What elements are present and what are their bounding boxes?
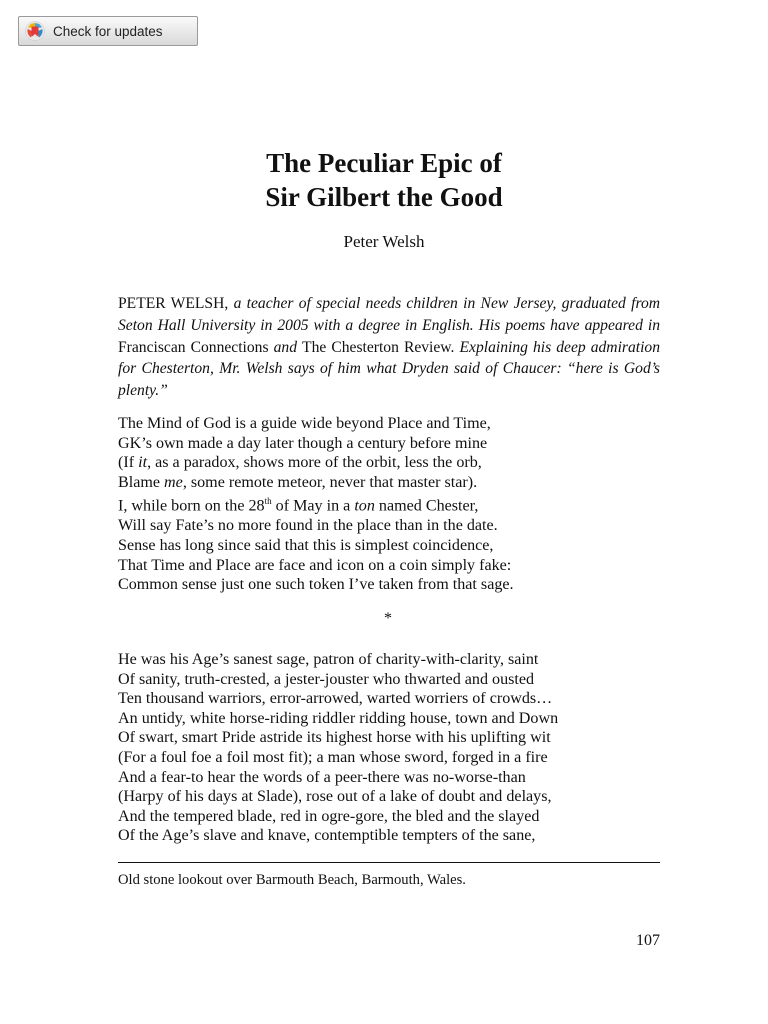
poem-line: An untidy, white horse-riding riddler ridding house, town and Down <box>118 709 559 727</box>
poem-line: The Mind of God is a guide wide beyond Place and Time, <box>118 415 491 432</box>
author-bio <box>118 293 660 402</box>
poem-line: (Harpy of his days at Slade), rose out of a lake of doubt and delays, <box>118 788 552 806</box>
poem-line: Blame me, some remote meteor, never that master star). <box>118 473 478 491</box>
check-for-updates-button[interactable] <box>18 16 198 46</box>
poem-line: I, while born on the 28th of May in a ton named Chester, <box>118 496 479 515</box>
poem-line: Ten thousand warriors, error-arrowed, warted worriers of crowds… <box>118 690 553 708</box>
title-line-1: The Peculiar Epic of <box>266 148 502 178</box>
page-number: 107 <box>636 932 660 949</box>
bio-publication-2: The Chesterton Review. <box>302 338 455 356</box>
check-for-updates-icon <box>25 21 45 41</box>
image-caption: Old stone lookout over Barmouth Beach, Barmouth, Wales. <box>118 872 466 888</box>
poem-line: And the tempered blade, red in ogre-gore, the bled and the slayed <box>118 807 540 825</box>
poem-line: Of sanity, truth-crested, a jester-jouster who thwarted and ousted <box>118 670 535 688</box>
poem-line: And a fear-to hear the words of a peer-there was no-worse-than <box>118 768 526 786</box>
poem-stanza-1 <box>118 414 678 595</box>
poem-line: Of swart, smart Pride astride its highest horse with his uplifting wit <box>118 729 551 747</box>
poem-line: He was his Age’s sanest sage, patron of charity-with-clarity, saint <box>118 651 539 668</box>
footnote-divider <box>118 862 660 863</box>
poem-line: (If it, as a paradox, shows more of the orbit, less the orb, <box>118 454 482 472</box>
poem-line: Sense has long since said that this is simplest coincidence, <box>118 536 494 554</box>
section-separator: * <box>384 610 392 627</box>
poem-stanza-2 <box>118 650 678 846</box>
bio-text-2: Explaining his deep admiration for Chesterton, Mr. Welsh says of him what Dryden said of Chaucer: “here is God’s plenty.” <box>118 338 661 400</box>
check-for-updates-label: Check for updates <box>53 23 163 39</box>
bio-name: PETER WELSH, <box>118 295 229 312</box>
author-name: Peter Welsh <box>343 232 425 251</box>
poem-line: GK’s own made a day later though a century before mine <box>118 434 488 452</box>
bio-and: and <box>268 338 303 356</box>
poem-line: That Time and Place are face and icon on a coin simply fake: <box>118 556 512 574</box>
title-line-2: Sir Gilbert the Good <box>265 182 503 212</box>
poem-line: Common sense just one such token I’ve taken from that sage. <box>118 576 514 594</box>
poem-line: (For a foul foe a foil most fit); a man whose sword, forged in a fire <box>118 748 548 766</box>
poem-line: Will say Fate’s no more found in the place than in the date. <box>118 517 498 535</box>
bio-publication-1: Franciscan Connections <box>118 338 269 356</box>
bio-text-1: a teacher of special needs children in New Jersey, graduated from Seton Hall University in 2005 with a degree in English. His poems have appeared in <box>118 295 661 334</box>
article-title <box>0 146 768 214</box>
poem-line: Of the Age’s slave and knave, contemptible tempters of the sane, <box>118 827 536 845</box>
